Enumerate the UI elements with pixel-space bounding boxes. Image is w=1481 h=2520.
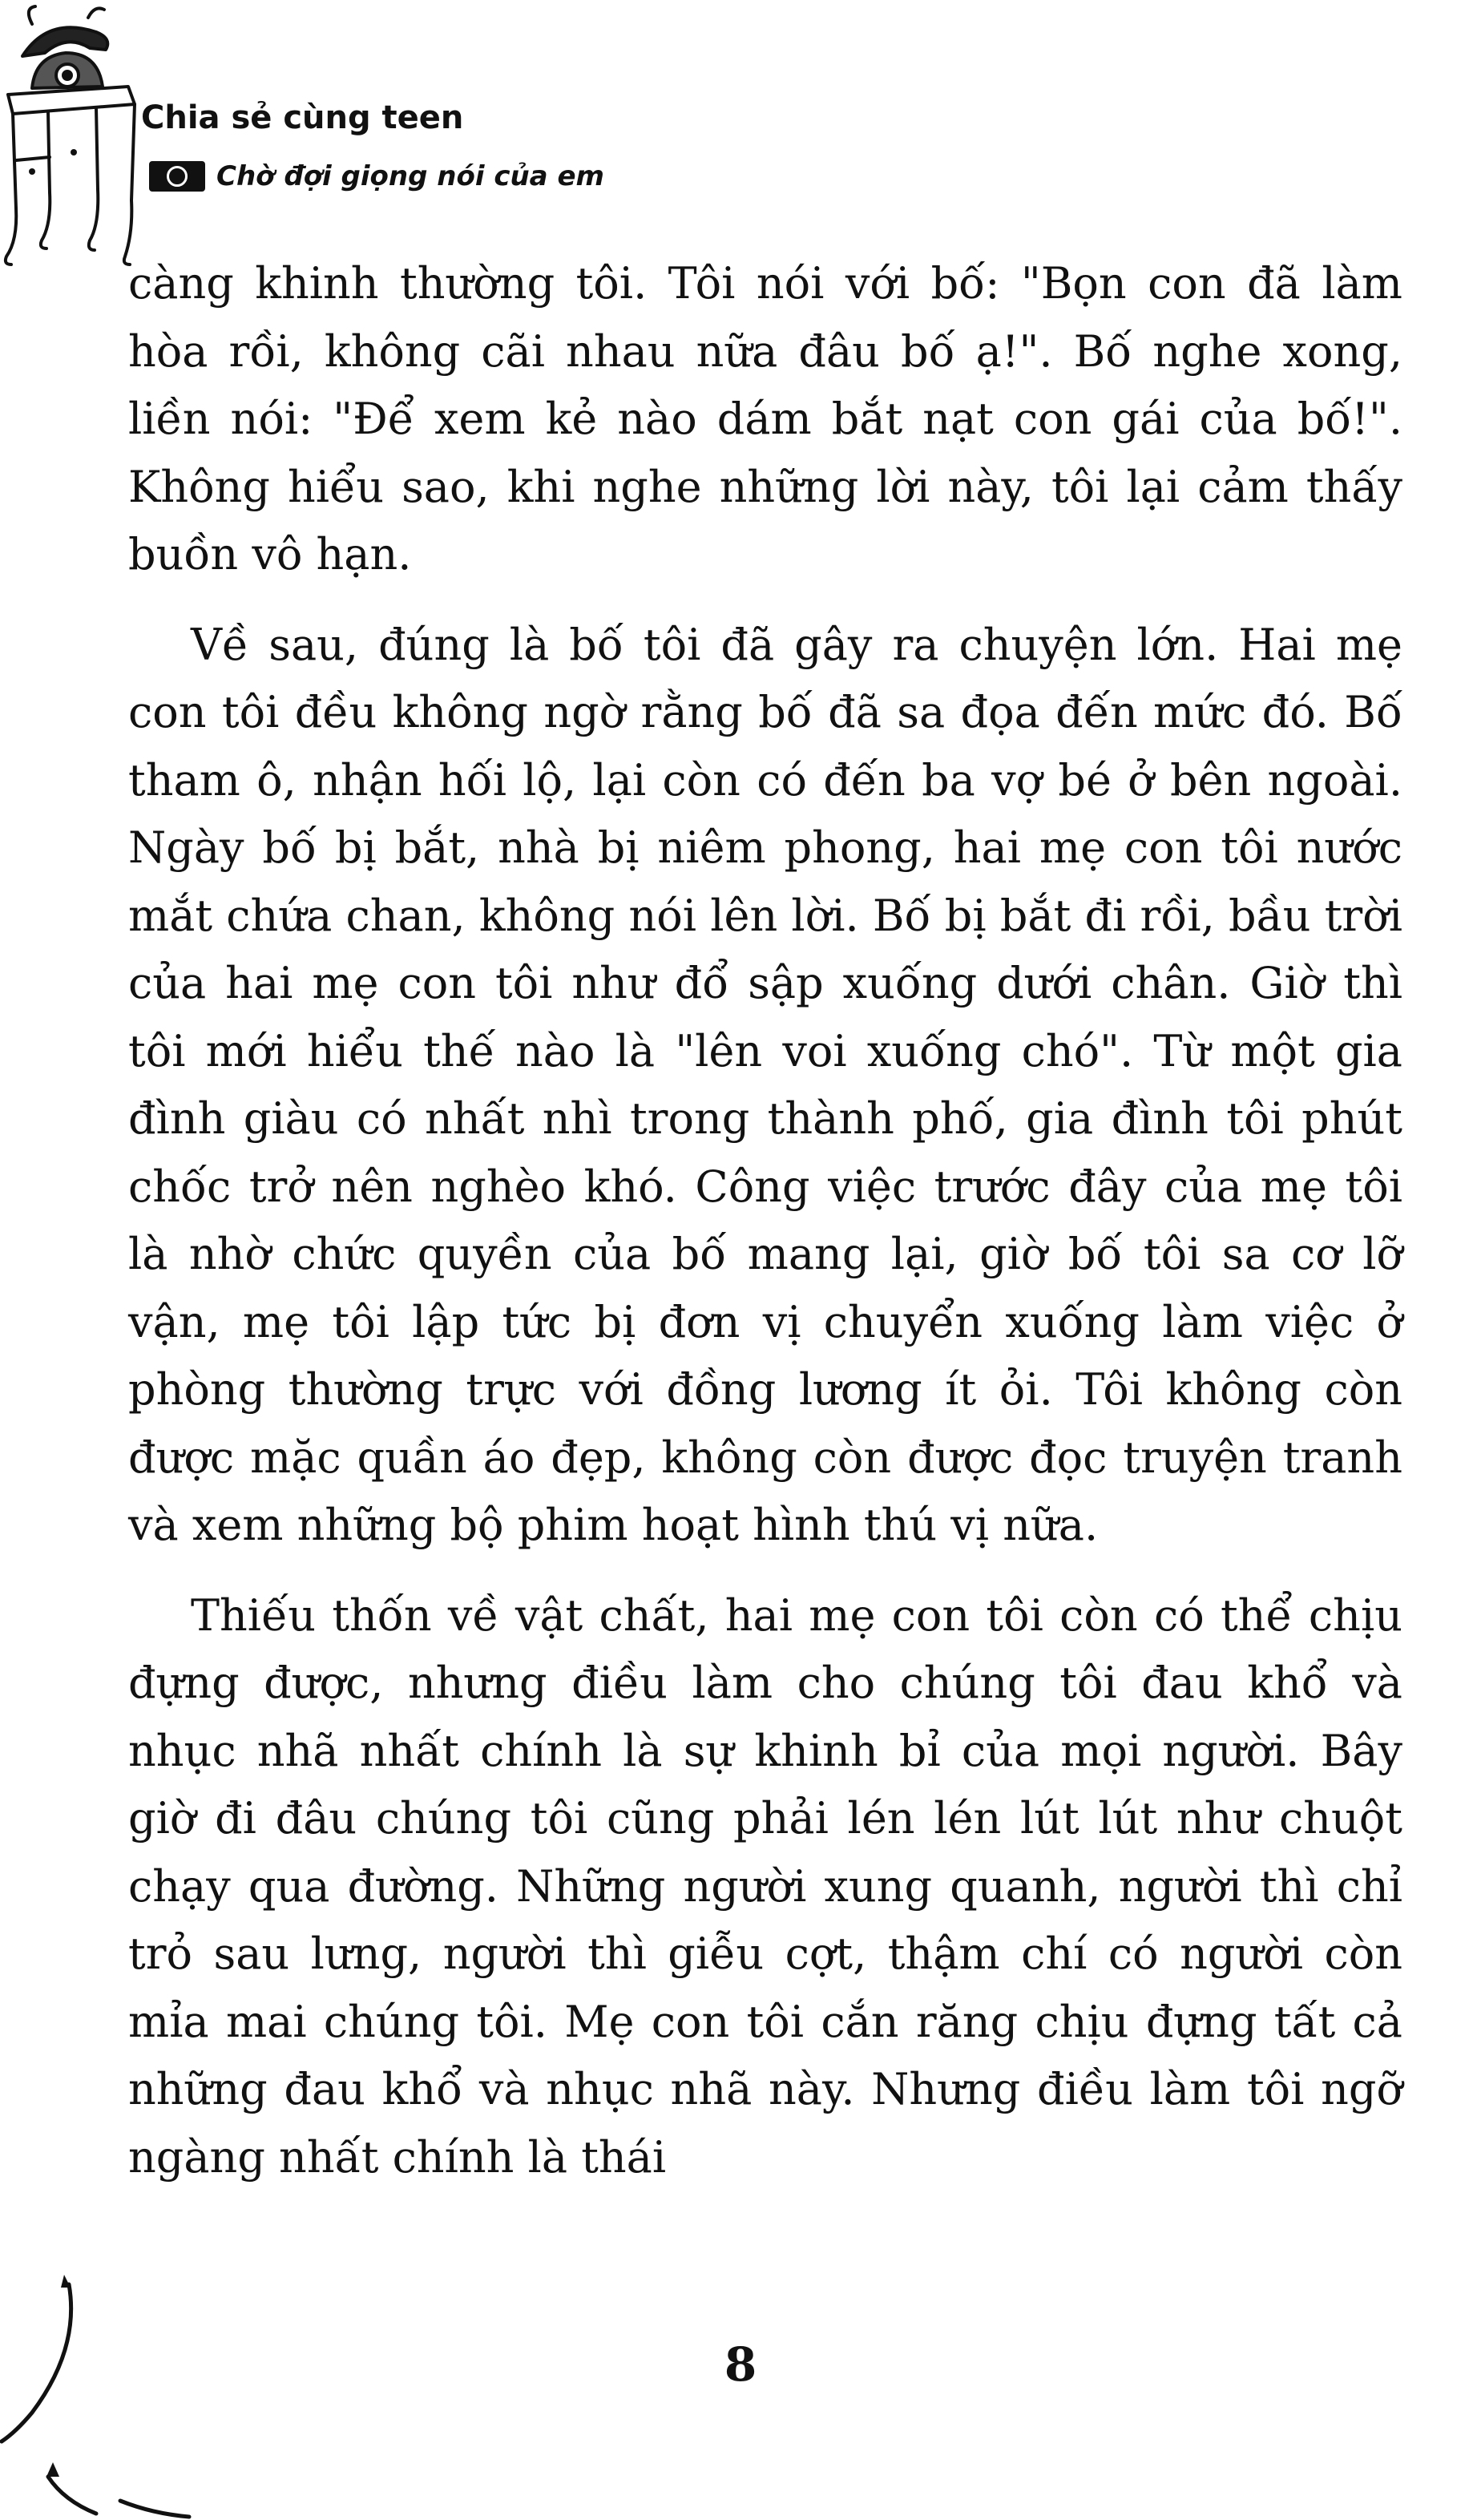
paragraph: càng khinh thường tôi. Tôi nói với bố: "Bọn con đã làm hòa rồi, không cãi nhau nữa đâu bố ạ!". Bố nghe xong, liền nói: "Để xem kẻ nào dám bắt nạt con gái của bố!". Không hiểu sao, khi nghe những lời này, tôi lại cảm thấy buồn vô hạn. xyxy=(128,258,1402,580)
chapter-heading xyxy=(149,160,604,192)
smiley-badge-icon xyxy=(149,161,205,192)
paragraph: Thiếu thốn về vật chất, hai mẹ con tôi còn có thể chịu đựng được, nhưng điều làm cho chúng tôi đau khổ và nhục nhã nhất chính là sự khinh bỉ của mọi người. Bây giờ đi đâu chúng tôi cũng phải lén lén lút lút như chuột chạy qua đường. Những người xung quanh, người thì chỉ trỏ sau lưng, người thì giễu cợt, thậm chí có người còn mỉa mai chúng tôi. Mẹ con tôi cắn răng chịu đựng tất cả những đau khổ và nhục nhã này. Nhưng điều làm tôi ngỡ ngàng nhất chính là thái xyxy=(128,1589,1402,2183)
series-title: Chia sẻ cùng teen xyxy=(141,99,464,136)
paragraph: Về sau, đúng là bố tôi đã gây ra chuyện lớn. Hai mẹ con tôi đều không ngờ rằng bố đã sa đọa đến mức đó. Bố tham ô, nhận hối lộ, lại còn có đến ba vợ bé ở bên ngoài. Ngày bố bị bắt, nhà bị niêm phong, hai mẹ con tôi nước mắt chứa chan, không nói lên lời. Bố bị bắt đi rồi, bầu trời của hai mẹ con tôi như đổ sập xuống dưới chân. Giờ thì tôi mới hiểu thế nào là "lên voi xuống chó". Từ một gia đình giàu có nhất nhì trong thành phố, gia đình tôi phút chốc trở nên nghèo khó. Công việc trước đây của mẹ tôi là nhờ chức quyền của bố mang lại, giờ bố tôi sa cơ lỡ vận, mẹ tôi lập tức bị đơn vị chuyển xuống làm việc ở phòng thường trực với đồng lương ít ỏi. Tôi không còn được mặc quần áo đẹp, không còn được đọc truyện tranh và xem những bộ phim hoạt hình thú vị nữa. xyxy=(128,619,1402,1550)
body-text xyxy=(128,250,1402,2191)
page-number: 8 xyxy=(724,2337,757,2392)
chapter-title: Chờ đợi giọng nói của em xyxy=(216,160,604,192)
telephone-on-table-icon xyxy=(0,0,160,273)
